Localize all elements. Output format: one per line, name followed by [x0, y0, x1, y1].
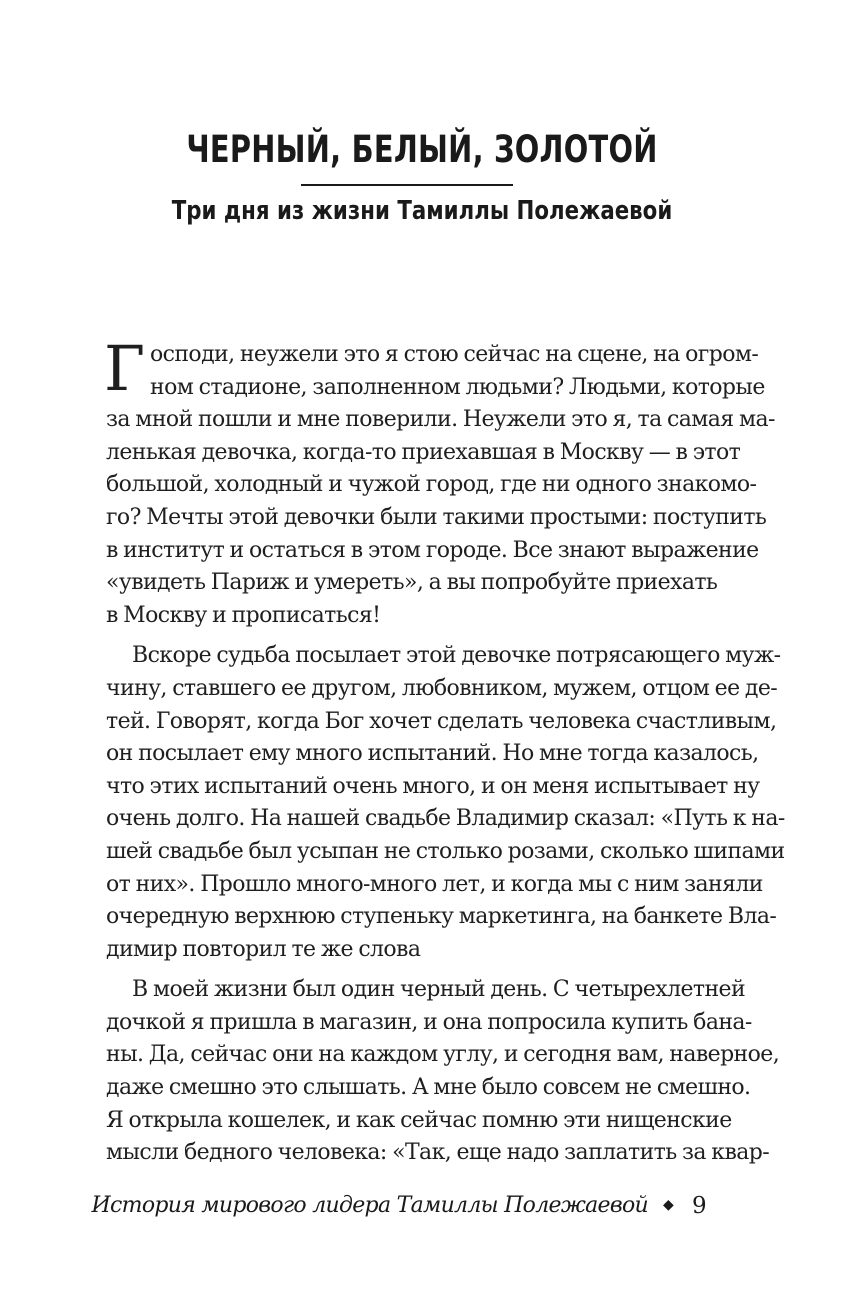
title-divider — [301, 184, 513, 186]
running-footer — [0, 1193, 844, 1223]
body-line: в Москву и прописаться! — [106, 602, 381, 628]
body-line: что этих испытаний очень много, и он меня испытывает ну — [106, 773, 760, 799]
body-line: чину, ставшего ее другом, любовником, мужем, отцом ее де- — [106, 675, 778, 701]
body-line: очень долго. На нашей свадьбе Владимир сказал: «Путь к на- — [106, 806, 785, 832]
body-line: за мной пошли и мне поверили. Неужели это я, та самая ма- — [106, 407, 775, 433]
body-line: «увидеть Париж и умереть», а вы попробуйте приехать — [106, 570, 718, 596]
chapter-subtitle: Три дня из жизни Тамиллы Полежаевой — [171, 196, 673, 226]
paragraph-3 — [106, 974, 780, 1170]
body-line: в институт и остаться в этом городе. Все знают выражение — [106, 537, 759, 563]
body-text — [104, 332, 785, 1170]
body-line: тей. Говорят, когда Бог хочет сделать человека счастливым, — [106, 708, 777, 734]
body-line: ны. Да, сейчас они на каждом углу, и сегодня вам, наверное, — [106, 1042, 780, 1068]
body-line: ленькая девочка, когда-то приехавшая в Москву — в этот — [106, 439, 741, 465]
body-line: Я открыла кошелек, и как сейчас помню эти нищенские — [106, 1107, 732, 1133]
diamond-separator-icon: ◆ — [663, 1197, 674, 1213]
body-line: очередную верхнюю ступеньку маркетинга, на банкете Вла- — [106, 904, 777, 930]
body-line: шей свадьбе был усыпан не столько розами, сколько шипами — [106, 838, 785, 864]
body-line: димир повторил те же слова — [106, 936, 421, 962]
body-line: мысли бедного человека: «Так, еще надо заплатить за квар- — [106, 1140, 770, 1166]
body-line: даже смешно это слышать. А мне было совсем не смешно. — [106, 1075, 751, 1101]
running-title: История мирового лидера Тамиллы Полежаевой — [91, 1193, 648, 1218]
paragraph-1 — [104, 332, 775, 632]
paragraph-2 — [106, 640, 785, 966]
body-line: от них». Прошло много-много лет, и когда мы с ним заняли — [106, 871, 763, 897]
body-line: го? Мечты этой девочки были такими простыми: поступить — [106, 504, 767, 530]
body-line: Вскоре судьба посылает этой девочке потрясающего муж- — [132, 643, 781, 669]
body-line: ном стадионе, заполненном людьми? Людьми, которые — [150, 374, 765, 400]
body-line: он посылает ему много испытаний. Но мне тогда казалось, — [106, 741, 759, 767]
body-line: дочкой я пришла в магазин, и она попросила купить бана- — [106, 1009, 752, 1035]
drop-cap: Г — [104, 332, 146, 405]
body-line: В моей жизни был один черный день. С четырехлетней — [132, 977, 746, 1003]
chapter-title: ЧЕРНЫЙ, БЕЛЫЙ, ЗОЛОТОЙ — [186, 128, 658, 171]
body-line: большой, холодный и чужой город, где ни одного знакомо- — [106, 472, 757, 498]
body-line: Г осподи, неужели это я стою сейчас на сцене, на огром- — [104, 332, 759, 405]
page-number: 9 — [692, 1193, 707, 1219]
